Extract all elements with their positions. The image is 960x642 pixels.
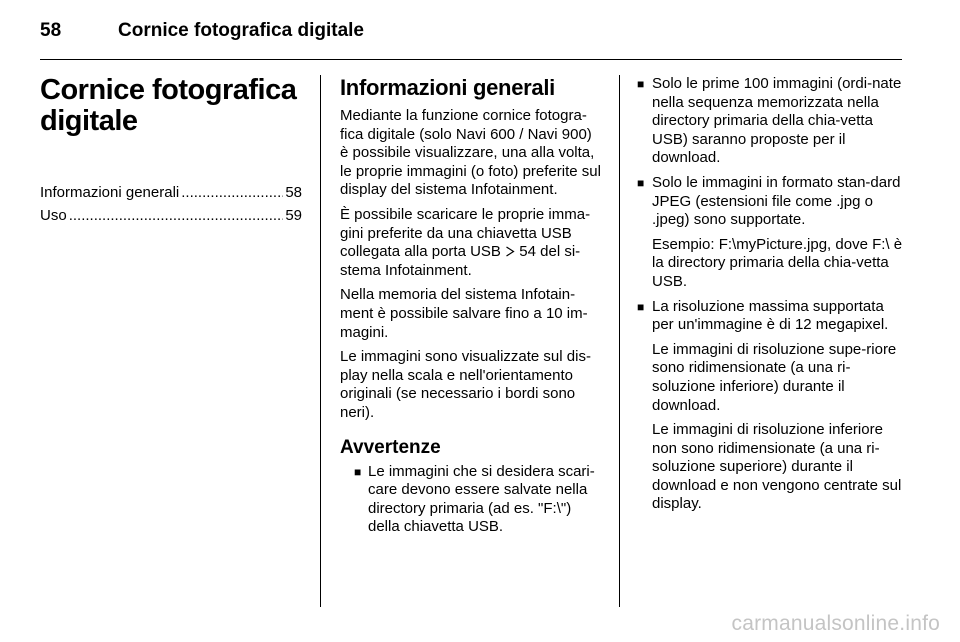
usb-text: È possibile scaricare le proprie imma-gini preferite da una chiavetta USB collegata alla porta USB [340, 205, 591, 261]
page-number: 58 [40, 20, 62, 41]
chapter-column [40, 75, 302, 227]
toc-label: Informazioni generali [40, 184, 180, 201]
toc-dot-leader [181, 181, 283, 204]
square-bullet-icon: ■ [637, 175, 645, 190]
toc-page: 59 [285, 207, 302, 224]
list-item-subparagraph: Le immagini di risoluzione supe-riore sono ridimensionate (a una ri-soluzione inferiore) durante il download. [652, 340, 897, 414]
body-paragraph: Mediante la funzione cornice fotogra-fica digitale (solo Navi 600 / Navi 900) è possibile visualizzare, una alla volta, le proprie immagini (o foto) preferite sul display del sistema Infotainment. [340, 107, 601, 199]
section-title: Informazioni generali [340, 75, 555, 100]
list-item [637, 298, 903, 515]
table-of-contents [40, 181, 302, 227]
watermark: carmanualsonline.info [731, 612, 940, 635]
list-item-text: Solo le prime 100 immagini (ordi-nate nella sequenza memorizzata nella directory primaria della chia-vetta USB) saranno proposte per il download. [652, 75, 902, 167]
list-item [637, 174, 903, 292]
toc-label: Uso [40, 207, 67, 224]
list-item-subparagraph: Esempio: F:\myPicture.jpg, dove F:\ è la directory primaria della chia-vetta USB. [652, 235, 903, 290]
column-divider [619, 75, 620, 607]
toc-page: 58 [285, 184, 302, 201]
toc-dot-leader [69, 204, 284, 227]
toc-entry-uso[interactable] [40, 204, 302, 227]
cross-reference-arrow-icon [505, 246, 515, 257]
column-divider [320, 75, 321, 607]
requirements-list [637, 75, 903, 514]
list-item-text: Solo le immagini in formato stan-dard JPEG (estensioni file come .jpg o .jpeg) sono supportate. [652, 173, 901, 229]
toc-entry-informazioni-generali[interactable] [40, 181, 302, 204]
list-item [637, 75, 903, 168]
xref-suffix: del si-stema Infotainment. [340, 243, 581, 279]
running-title: Cornice fotografica digitale [118, 20, 364, 41]
square-bullet-icon: ■ [637, 77, 645, 91]
header-rule [40, 59, 902, 60]
xref-page: 54 [519, 243, 536, 261]
list-item-subparagraph: Le immagini di risoluzione inferiore non sono ridimensionate (a una ri-soluzione superiore) durante il download e non vengono centrate sul display. [652, 421, 902, 513]
xref-link[interactable] [505, 243, 536, 260]
square-bullet-icon: ■ [637, 299, 645, 314]
chapter-title: Cornice fotografica digitale [40, 74, 297, 137]
body-paragraph: Le immagini sono visualizzate sul dis-play nella scala e nell'orientamento originali (se necessario i bordi sono neri). [340, 348, 591, 421]
notice-list [354, 463, 602, 537]
body-paragraph: Nella memoria del sistema Infotain-ment è possibile salvare fino a 10 im-magini. [340, 286, 588, 341]
body-paragraph-usb [340, 206, 602, 280]
list-item-text: La risoluzione massima supportata per un'immagine è di 12 megapixel. [652, 297, 889, 334]
list-item [354, 463, 602, 537]
square-bullet-icon: ■ [354, 464, 362, 479]
list-item-text: Le immagini che si desidera scari-care devono essere salvate nella directory primaria (ad es. "F:\") della chiavetta USB. [368, 462, 595, 536]
section-column [340, 75, 602, 543]
notice-title: Avvertenze [340, 436, 441, 458]
bullet-column [637, 75, 903, 520]
